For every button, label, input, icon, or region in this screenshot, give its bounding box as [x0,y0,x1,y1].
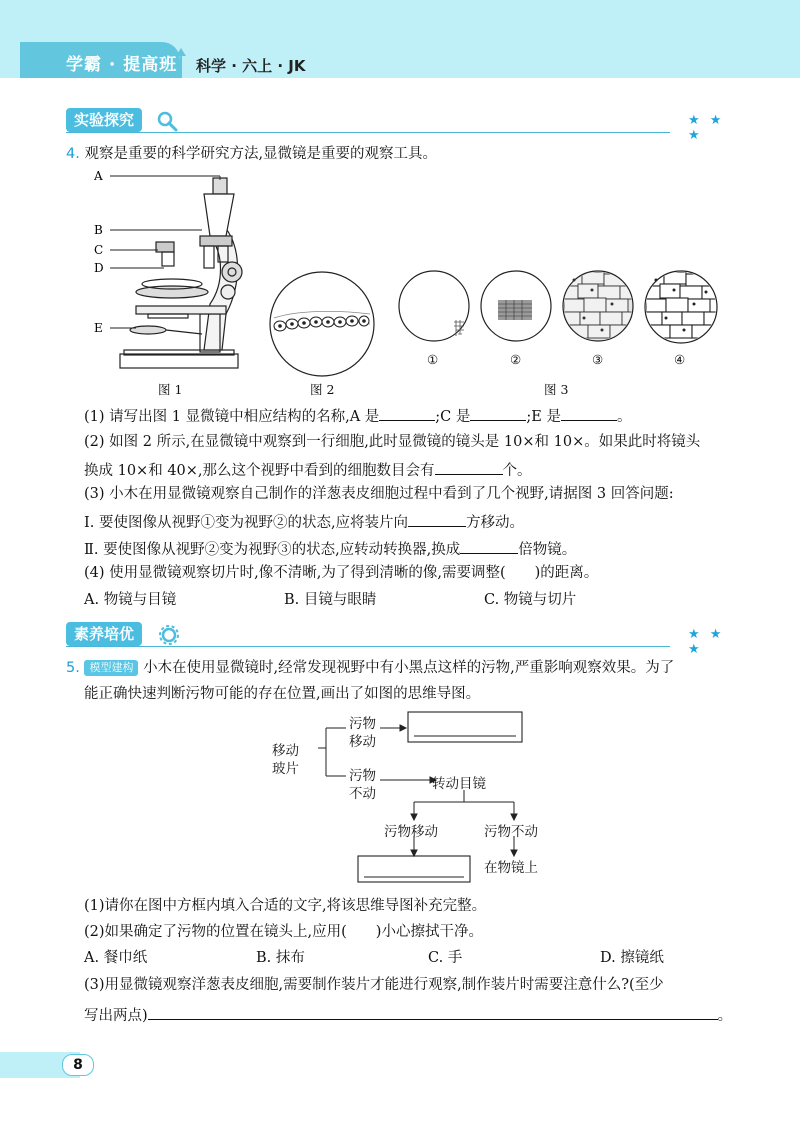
figure-3-view-1 [398,270,470,342]
mindmap-branch2-line1: 污物 [349,768,376,784]
section-enrichment [66,622,736,657]
q4-part3-i-text-a: Ⅰ. 要使图像从视野①变为视野②的状态,应将装片向 [84,515,409,531]
mindmap-dirt-moves: 污物移动 [384,824,438,840]
q4-part2-text-b: 换成 10×和 40×,那么这个视野中看到的细胞数目会有 [84,463,435,479]
figure-3-view-2 [480,270,552,342]
section-underline [66,132,670,133]
answer-blank-cell-count[interactable] [435,458,503,475]
figure-1-microscope [92,164,252,376]
q4-part2-line2 [84,458,532,481]
q4-part1 [84,404,631,427]
q4-part1-text-b: ;C 是 [435,409,471,425]
mindmap-branch1-line1: 污物 [349,716,376,732]
mindmap-root-line1: 移动 [272,743,299,759]
mindmap-branch1-line2: 移动 [349,734,376,750]
label-e: E [94,321,103,335]
mindmap-answer-box-2[interactable] [358,856,470,882]
q5-part3-line2 [84,1003,732,1026]
page-number: 8 [62,1054,94,1076]
q4-part4: (4) 使用显微镜观察切片时,像不清晰,为了得到清晰的像,需要调整( )的距离。 [84,565,599,581]
section-experiment [66,108,736,143]
section-title: 实验探究 [66,108,142,132]
label-a: A [94,169,103,183]
q4-part3-i-text-b: 方移动。 [466,515,525,531]
q4-part3: (3) 小木在用显微镜观察自己制作的洋葱表皮细胞过程中看到了几个视野,请据图 3 回答问题: [84,486,674,502]
figure-3-view-4 [644,270,718,344]
q5-part3-text-b: 写出两点) [84,1008,148,1024]
q5-number: 5. [66,660,80,676]
q4-part2-text-c: 个。 [502,463,532,479]
q4-part1-text-c: ;E 是 [526,409,561,425]
view-label-4: ④ [674,352,686,367]
q4-option-b[interactable]: B. 目镜与眼睛 [284,592,377,608]
magnifier-icon [156,110,178,132]
mindmap-answer-box-1[interactable] [408,712,522,742]
fig1-caption: 图 1 [158,382,183,397]
view-label-3: ③ [592,352,604,367]
model-building-badge: 模型建构 [84,660,138,676]
q4-number: 4. [66,146,80,162]
answer-blank-objective[interactable] [460,537,518,554]
q4-part1-text-a: (1) 请写出图 1 显微镜中相应结构的名称,A 是 [84,409,380,425]
q4-part3-ii-text-a: Ⅱ. 要使图像从视野②变为视野③的状态,应转动转换器,换成 [84,542,461,558]
q5-part3-line1: (3)用显微镜观察洋葱表皮细胞,需要制作装片才能进行观察,制作装片时需要注意什么?(至少 [84,977,664,993]
view-label-1: ① [427,352,439,367]
mindmap-dirt-still: 污物不动 [484,824,538,840]
q5-option-b[interactable]: B. 抹布 [256,950,305,966]
q5-stem-line2: 能正确快速判断污物可能的存在位置,画出了如图的思维导图。 [84,686,481,702]
label-c: C [94,243,104,257]
q5-stem-text-a: 小木在使用显微镜时,经常发现视野中有小黑点这样的污物,严重影响观察效果。为了 [143,660,675,676]
section-underline [66,646,670,647]
header-arrow-icon [176,48,186,78]
answer-blank-e[interactable] [561,404,617,421]
answer-blank-slide-notes[interactable] [148,1003,718,1020]
mindmap-on-objective: 在物镜上 [484,860,538,876]
q4-part2-line1: (2) 如图 2 所示,在显微镜中观察到一行细胞,此时显微镜的镜头是 10×和 10×。如果此时将镜头 [84,434,701,450]
difficulty-stars: ★ ★ ★ [688,113,725,143]
figure-2-cell-row [268,270,376,378]
answer-blank-direction[interactable] [408,510,466,527]
mindmap-root-line2: 玻片 [272,761,299,777]
section-title: 素养培优 [66,622,142,646]
figure-3-view-3 [562,270,634,342]
answer-blank-a[interactable] [379,404,435,421]
label-d: D [94,261,104,275]
label-b: B [94,223,103,237]
fig3-caption: 图 3 [544,382,569,397]
view-label-2: ② [510,352,522,367]
q5-part1: (1)请你在图中方框内填入合适的文字,将该思维导图补充完整。 [84,898,487,914]
difficulty-stars: ★ ★ ★ [688,627,725,657]
mindmap-rotate-eyepiece: 转动目镜 [432,776,486,792]
q4-option-c[interactable]: C. 物镜与切片 [484,592,577,608]
q4-stem-text: 观察是重要的科学研究方法,显微镜是重要的观察工具。 [84,146,438,162]
q4-part3-ii-text-b: 倍物镜。 [518,542,577,558]
q4-part1-text-d: 。 [616,409,632,425]
header-subject: 科学 · 六上 · JK [196,57,306,75]
mindmap-branch2-line2: 不动 [349,786,376,802]
q4-part3-ii [84,537,576,560]
q4-stem [66,144,437,164]
header-brand: 学霸 · 提高班 [66,55,178,75]
q5-part2: (2)如果确定了污物的位置在镜头上,应用( )小心擦拭干净。 [84,924,483,940]
q4-part3-i [84,510,524,533]
q5-option-c[interactable]: C. 手 [428,950,463,966]
q5-option-d[interactable]: D. 擦镜纸 [600,950,664,966]
q5-stem-line1 [66,658,674,678]
q5-part3-end: 。 [717,1008,733,1024]
fig2-caption: 图 2 [310,382,335,397]
gear-icon [158,624,180,646]
q4-option-a[interactable]: A. 物镜与目镜 [84,592,177,608]
q5-option-a[interactable]: A. 餐巾纸 [84,950,148,966]
answer-blank-c[interactable] [470,404,526,421]
